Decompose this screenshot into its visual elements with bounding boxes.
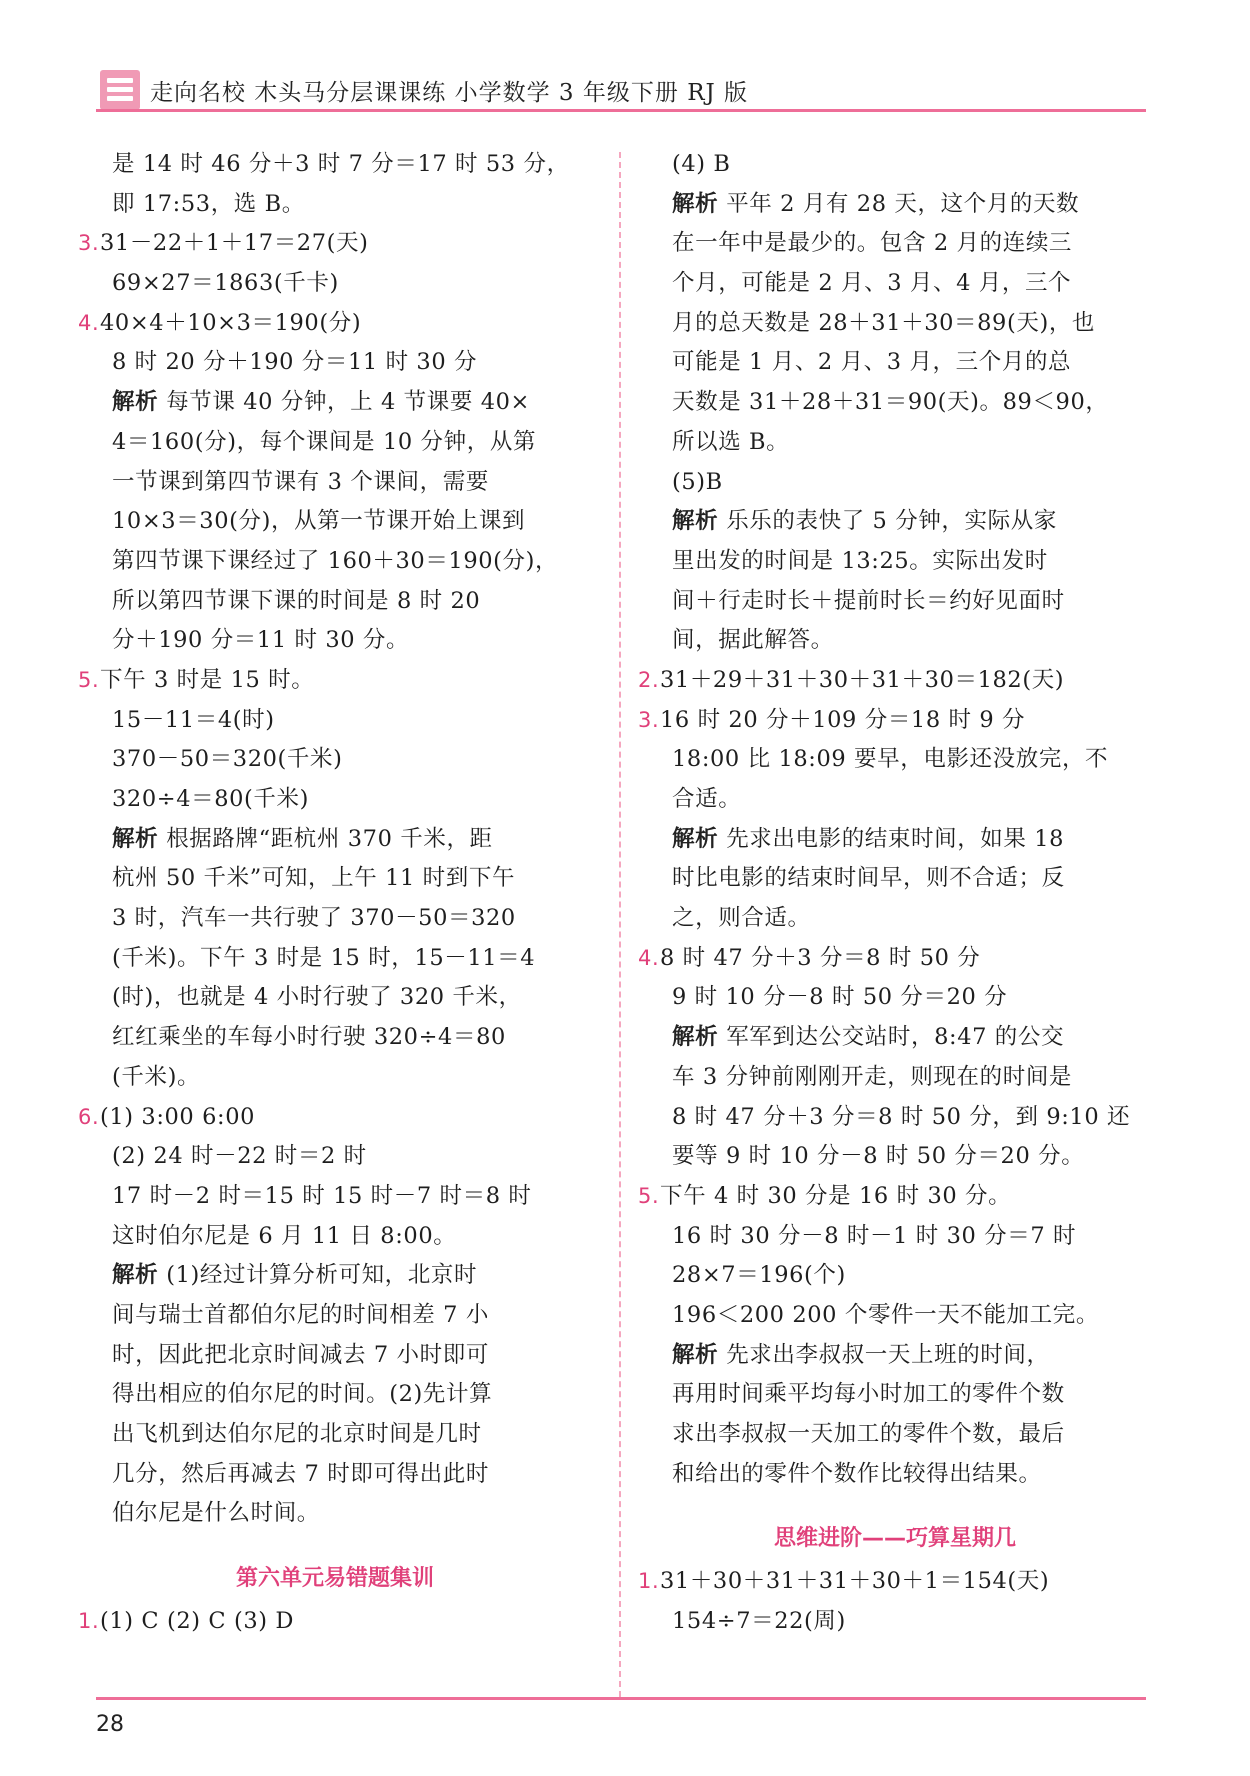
line-text: 15－11＝4(时)	[112, 706, 275, 733]
line-text: 先求出李叔叔一天上班的时间，	[726, 1341, 1050, 1368]
line-text: 320÷4＝80(千米)	[112, 786, 309, 812]
text-line	[100, 1018, 570, 1058]
text-line	[660, 1217, 1130, 1257]
analysis-label: 解析	[112, 389, 159, 416]
line-text: 车 3 分钟前刚刚开走，则现在的时间是	[672, 1063, 1073, 1090]
line-text: 下午 4 时 30 分是 16 时 30 分。	[660, 1182, 1012, 1209]
question-number: 1.	[78, 1609, 100, 1634]
line-text: 17 时－2 时＝15 时 15 时－7 时＝8 时	[112, 1182, 532, 1209]
text-line	[100, 1137, 570, 1177]
line-text: (千米)。	[112, 1063, 201, 1090]
text-line	[100, 502, 570, 542]
page-header	[96, 64, 1146, 114]
question-number: 5.	[78, 667, 100, 692]
line-text: 154÷7＝22(周)	[672, 1608, 846, 1635]
line-text: 再用时间乘平均每小时加工的零件个数	[672, 1381, 1065, 1408]
text-line	[100, 145, 570, 185]
line-text: (4) B	[672, 151, 731, 177]
page-number: 28	[96, 1712, 124, 1737]
line-text: 即 17:53，选 B。	[112, 190, 305, 217]
analysis-line	[660, 1018, 1130, 1058]
analysis-label: 解析	[672, 508, 719, 535]
text-line	[100, 423, 570, 463]
header-rule	[96, 109, 1146, 112]
line-text: 10×3＝30(分)，从第一节课开始上课到	[112, 508, 526, 535]
text-line	[660, 343, 1130, 383]
line-text: 第四节课下课经过了 160＋30＝190(分)，	[112, 547, 559, 574]
text-line	[660, 1415, 1130, 1455]
analysis-line	[660, 185, 1130, 225]
line-text: 31＋29＋31＋30＋31＋30＝182(天)	[660, 666, 1065, 693]
right-column	[638, 145, 1131, 1642]
line-text: 可能是 1 月、2 月、3 月，三个月的总	[672, 349, 1072, 376]
text-line	[100, 185, 570, 225]
text-line	[660, 145, 1130, 185]
line-text: 所以选 B。	[672, 428, 790, 455]
text-line	[100, 542, 570, 582]
question-line	[78, 1602, 570, 1642]
text-line	[660, 304, 1130, 344]
text-line	[100, 582, 570, 622]
text-line	[100, 1336, 570, 1376]
book-logo-icon	[100, 70, 140, 110]
line-text: 先求出电影的结束时间，如果 18	[726, 825, 1065, 852]
line-text: 在一年中是最少的。包含 2 月的连续三	[672, 230, 1073, 257]
text-line	[660, 1058, 1130, 1098]
text-line	[660, 1137, 1130, 1177]
text-line	[100, 1296, 570, 1336]
line-text: (1)经过计算分析可知，北京时	[166, 1262, 478, 1289]
line-text: 是 14 时 46 分＋3 时 7 分＝17 时 53 分，	[112, 151, 570, 177]
analysis-line	[660, 502, 1130, 542]
line-text: 31－22＋1＋17＝27(天)	[100, 230, 369, 257]
text-line	[100, 939, 570, 979]
line-text: 间，据此解答。	[672, 627, 834, 654]
line-text: (2) 24 时－22 时＝2 时	[112, 1143, 367, 1170]
text-line	[660, 383, 1130, 423]
text-line	[660, 1602, 1130, 1642]
text-line	[100, 264, 570, 304]
line-text: 分＋190 分＝11 时 30 分。	[112, 627, 410, 654]
analysis-label: 解析	[112, 1262, 159, 1289]
text-line	[660, 621, 1130, 661]
text-line	[660, 740, 1130, 780]
question-number: 2.	[638, 667, 660, 692]
line-text: 乐乐的表快了 5 分钟，实际从家	[726, 508, 1057, 535]
section-title: 思维进阶——巧算星期几	[773, 1526, 1016, 1552]
line-text: 时比电影的结束时间早，则不合适；反	[672, 865, 1065, 892]
text-line	[660, 1098, 1130, 1138]
question-line	[638, 661, 1130, 701]
column-divider	[619, 152, 621, 1697]
text-line	[100, 1415, 570, 1455]
line-text: 3 时，汽车一共行驶了 370－50＝320	[112, 905, 516, 932]
line-text: 杭州 50 千米”可知，上午 11 时到下午	[112, 865, 516, 892]
section-spacer	[100, 1534, 570, 1556]
question-line	[638, 1562, 1130, 1602]
line-text: 40×4＋10×3＝190(分)	[100, 309, 362, 336]
analysis-label: 解析	[672, 190, 719, 217]
line-text: (千米)。下午 3 时是 15 时，15－11＝4	[112, 944, 536, 971]
question-number: 1.	[638, 1569, 660, 1594]
line-text: 出飞机到达伯尔尼的北京时间是几时	[112, 1421, 482, 1447]
text-line	[660, 1296, 1130, 1336]
text-line	[660, 582, 1130, 622]
text-line	[100, 780, 570, 820]
text-line	[660, 224, 1130, 264]
line-text: 根据路牌“距杭州 370 千米，距	[166, 825, 493, 852]
line-text: 370－50＝320(千米)	[112, 746, 343, 773]
line-text: (5)B	[672, 468, 723, 495]
text-line	[660, 978, 1130, 1018]
question-number: 4.	[78, 310, 100, 335]
line-text: 4＝160(分)，每个课间是 10 分钟，从第	[112, 428, 537, 455]
line-text: 每节课 40 分钟，上 4 节课要 40×	[166, 389, 530, 416]
text-line	[660, 1256, 1130, 1296]
line-text: 69×27＝1863(千卡)	[112, 270, 339, 297]
analysis-line	[660, 1336, 1130, 1376]
line-text: 间与瑞士首都伯尔尼的时间相差 7 小	[112, 1301, 489, 1328]
line-text: 18:00 比 18:09 要早，电影还没放完，不	[672, 746, 1109, 773]
question-line	[78, 304, 570, 344]
line-text: 红红乘坐的车每小时行驶 320÷4＝80	[112, 1024, 506, 1051]
analysis-line	[100, 383, 570, 423]
line-text: 天数是 31＋28＋31＝90(天)。89＜90，	[672, 389, 1109, 416]
analysis-label: 解析	[112, 825, 159, 852]
line-text: 几分，然后再减去 7 时即可得出此时	[112, 1460, 489, 1487]
line-text: 16 时 20 分＋109 分＝18 时 9 分	[660, 706, 1026, 733]
question-number: 3.	[638, 707, 660, 732]
line-text: 16 时 30 分－8 时－1 时 30 分＝7 时	[672, 1222, 1077, 1249]
line-text: (1) 3:00 6:00	[100, 1103, 256, 1130]
question-number: 6.	[78, 1104, 100, 1129]
question-line	[78, 1098, 570, 1138]
text-line	[660, 1455, 1130, 1495]
text-line	[100, 1177, 570, 1217]
line-text: 军军到达公交站时，8:47 的公交	[726, 1024, 1065, 1051]
analysis-label: 解析	[672, 1341, 719, 1368]
analysis-label: 解析	[672, 1024, 719, 1051]
line-text: 8 时 47 分＋3 分＝8 时 50 分，到 9:10 还	[672, 1103, 1131, 1130]
question-number: 4.	[638, 945, 660, 970]
text-line	[660, 542, 1130, 582]
text-line	[660, 1375, 1130, 1415]
text-line	[100, 1494, 570, 1534]
analysis-label: 解析	[672, 825, 719, 852]
text-line	[100, 740, 570, 780]
text-line	[100, 343, 570, 383]
text-line	[100, 621, 570, 661]
analysis-line	[660, 820, 1130, 860]
text-line	[100, 1455, 570, 1495]
text-line	[100, 859, 570, 899]
text-line	[100, 463, 570, 503]
text-line	[100, 1058, 570, 1098]
line-text: 196＜200 200 个零件一天不能加工完。	[672, 1301, 1099, 1328]
question-line	[638, 701, 1130, 741]
line-text: 8 时 20 分＋190 分＝11 时 30 分	[112, 349, 478, 376]
question-line	[638, 939, 1130, 979]
line-text: (时)，也就是 4 小时行驶了 320 千米，	[112, 984, 522, 1011]
question-number: 5.	[638, 1183, 660, 1208]
text-line	[660, 423, 1130, 463]
header-title: 走向名校 木头马分层课课练 小学数学 3 年级下册 RJ 版	[150, 80, 749, 106]
line-text: 所以第四节课下课的时间是 8 时 20	[112, 587, 481, 614]
question-line	[638, 1177, 1130, 1217]
line-text: 31＋30＋31＋31＋30＋1＝154(天)	[660, 1568, 1050, 1595]
question-line	[78, 661, 570, 701]
question-number: 3.	[78, 231, 100, 256]
text-line	[100, 899, 570, 939]
line-text: 9 时 10 分－8 时 50 分＝20 分	[672, 984, 1008, 1011]
left-column	[78, 145, 570, 1642]
line-text: (1) C (2) C (3) D	[100, 1608, 295, 1635]
line-text: 月的总天数是 28＋31＋30＝89(天)，也	[672, 309, 1096, 336]
line-text: 平年 2 月有 28 天，这个月的天数	[726, 190, 1080, 217]
question-line	[78, 224, 570, 264]
analysis-line	[100, 820, 570, 860]
line-text: 个月，可能是 2 月、3 月、4 月，三个	[672, 270, 1072, 297]
line-text: 8 时 47 分＋3 分＝8 时 50 分	[660, 944, 981, 971]
line-text: 里出发的时间是 13:25。实际出发时	[672, 547, 1048, 574]
text-line	[660, 463, 1130, 503]
text-line	[660, 899, 1130, 939]
text-line	[660, 264, 1130, 304]
line-text: 时，因此把北京时间减去 7 小时即可	[112, 1341, 489, 1368]
section-title: 第六单元易错题集训	[235, 1566, 434, 1592]
line-text: 得出相应的伯尔尼的时间。(2)先计算	[112, 1381, 493, 1408]
analysis-line	[100, 1256, 570, 1296]
text-line	[100, 978, 570, 1018]
line-text: 伯尔尼是什么时间。	[112, 1500, 320, 1527]
line-text: 求出李叔叔一天加工的零件个数，最后	[672, 1421, 1065, 1447]
text-line	[660, 780, 1130, 820]
line-text: 下午 3 时是 15 时。	[100, 666, 315, 693]
line-text: 一节课到第四节课有 3 个课间，需要	[112, 468, 489, 495]
text-line	[100, 1217, 570, 1257]
line-text: 和给出的零件个数作比较得出结果。	[672, 1460, 1042, 1487]
line-text: 之，则合适。	[672, 905, 811, 932]
line-text: 间＋行走时长＋提前时长＝约好见面时	[672, 587, 1065, 614]
text-line	[660, 859, 1130, 899]
line-text: 合适。	[672, 786, 742, 812]
line-text: 28×7＝196(个)	[672, 1262, 846, 1289]
line-text: 这时伯尔尼是 6 月 11 日 8:00。	[112, 1222, 457, 1249]
section-spacer	[660, 1494, 1130, 1516]
text-line	[100, 701, 570, 741]
line-text: 要等 9 时 10 分－8 时 50 分＝20 分。	[672, 1143, 1085, 1170]
text-line	[100, 1375, 570, 1415]
footer-rule	[96, 1697, 1146, 1700]
